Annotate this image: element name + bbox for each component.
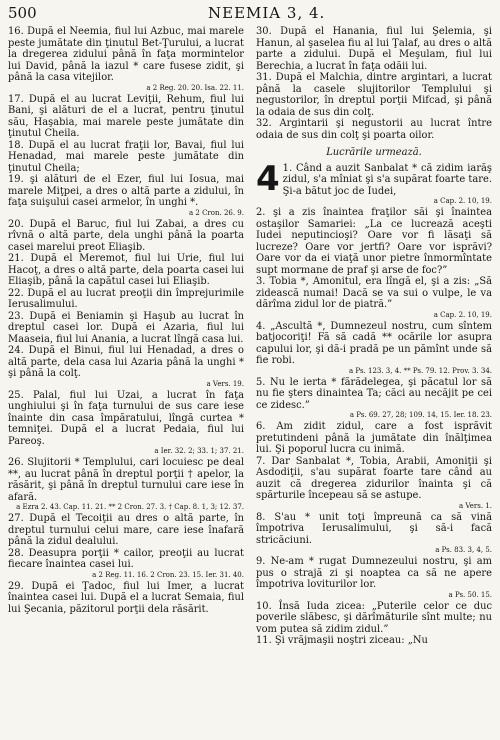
verse: 8. S'au * unit toţi împreună ca să vină împotriva Ierusalimului, şi să-i facă stricăciuni. [256, 511, 492, 546]
cross-reference: a 2 Reg. 20. 20. Isa. 22. 11. [146, 83, 244, 92]
cross-reference: a Ezra 2. 43. Cap. 11. 21. ** 2 Cron. 27. 3. † Cap. 8. 1, 3; 12. 37. [16, 503, 244, 511]
verse: 4. „Ascultă *, Dumnezeul nostru, cum sîntem batjocoriţi! Fă să cadă ** ocările lor asupra capului lor, şi dă-i pradă pe un pămînt unde să fie robi. [256, 320, 492, 366]
verse: 16. După el Neemia, fiul lui Azbuc, mai marele peste jumătate din ţinutul Bet-Ţurului, a lucrat la dregerea zidului până în faţa mormintelor lui David, până la iazul * care fusese zidit, şi până la casa vitejilor. [8, 26, 244, 83]
cross-reference: a Cap. 2. 10, 19. [433, 197, 492, 205]
verse: 31. După el Malchia, dintre argintari, a lucrat până la casele slujitorilor Templului şi negustorilor, în dreptul porţii Mifcad, şi până la odaia de sus din colţ. [256, 72, 492, 118]
cross-reference: a Ps. 83. 3, 4, 5. [435, 546, 492, 554]
verse: 5. Nu le ierta * fărădelegea, şi păcatul lor să nu fie şters dinaintea Ta; căci au necăjit pe cei ce zidesc.” [256, 376, 492, 411]
cross-reference: a 2 Reg. 11. 16. 2 Cron. 23. 15. Ier. 31. 40. [92, 570, 244, 579]
verse: 10. Însă Iuda zicea: „Puterile celor ce duc poverile slăbesc, şi dărîmăturile sînt multe; nu vom putea să zidim zidul.” [256, 600, 492, 635]
verse: 24. După el Binui, fiul lui Henadad, a dres o altă parte, dela casa lui Azaria până la unghi * şi până la colţ. [8, 345, 244, 379]
page-header [8, 4, 492, 26]
cross-reference: a Ps. 50. 15. [448, 590, 492, 599]
cross-reference: a Ps. 123. 3, 4. ** Ps. 79. 12. Prov. 3. 34. [349, 366, 492, 375]
verse: 26. Slujitorii * Templului, cari locuiesc pe deal **, au lucrat până în dreptul porţii † apelor, la răsărit, şi până în dreptul turnului care iese în afară. [8, 457, 244, 503]
left-column [8, 26, 244, 736]
running-title: NEEMIA 3, 4. [208, 4, 326, 22]
verse: 9. Ne-am * rugat Dumnezeului nostru, şi am pus o strajă zi şi noaptea ca să ne apere împotriva loviturilor lor. [256, 556, 492, 590]
verse: 1. Când a auzit Sanbalat * că zidim iarăş zidul, s'a mîniat şi s'a supărat foarte tare. Şi-a bătut joc de Iudei, [282, 162, 492, 197]
verse: 22. După el au lucrat preoţii din împrejurimile Ierusalimului. [8, 287, 244, 310]
page-number: 500 [8, 4, 37, 22]
cross-reference: a Vers. 1. [458, 501, 492, 510]
verse: 6. Am zidit zidul, care a fost isprăvit pretutindeni până la jumătate din înălţimea lui. Şi poporul lucra cu inimă. [256, 421, 492, 455]
verse: 2. şi a zis înaintea fraţilor săi şi înaintea ostaşilor Samariei: „La ce lucrează aceşti Iudei neputincioşi? Oare vor fi lăsaţi să lucreze? Oare vor jertfi? Oare vor isprăvi? Oare vor da ei viaţă unor pietre înmormîntate supt mormane de praf şi arse de foc?” [256, 207, 492, 276]
verse: 3. Tobia *, Amonitul, era lîngă el, şi a zis: „Să zidească numai! Dacă se va sui o vulpe, le va dărîma zidul lor de piatră.” [256, 276, 492, 310]
right-column [256, 26, 492, 736]
cross-reference: a Cap. 2. 10, 19. [433, 310, 492, 319]
chapter-4-verses [256, 158, 492, 647]
verse: 30. După el Hanania, fiul lui Şelemia, şi Hanun, al şaselea fiu al lui Ţalaf, au dres o altă parte a zidului. După el Meşulam, fiul lui Berechia, a lucrat în faţa odăii lui. [256, 26, 492, 72]
verse: 19. şi alături de el Ezer, fiul lui Iosua, mai marele Miţpei, a dres o altă parte a zidului, în faţa suişului casei armelor, în unghi *. [8, 174, 244, 208]
verse: 27. După el Tecoiţii au dres o altă parte, în dreptul turnului celui mare, care iese înafară până la zidul dealului. [8, 513, 244, 547]
verse: 32. Argintarii şi negustorii au lucrat între odaia de sus din colţ şi poarta oilor. [256, 118, 492, 141]
cross-reference: a Ps. 69. 27, 28; 109. 14, 15. Ier. 18. 23. [349, 411, 492, 419]
chapter-3-verses [256, 26, 492, 141]
section-heading: Lucrările urmează. [326, 147, 422, 158]
verse: 23. După ei Beniamin şi Haşub au lucrat în dreptul casei lor. După ei Azaria, fiul lui Maaseia, fiul lui Anania, a lucrat lîngă casa lui. [8, 310, 244, 345]
cross-reference: a Vers. 19. [206, 379, 244, 388]
verse: 21. După el Meremot, fiul lui Urie, fiul lui Hacoţ, a dres o altă parte, dela poarta casei lui Eliaşib, până la capătul casei lui Eliaşib. [8, 253, 244, 287]
cross-reference: a 2 Cron. 26. 9. [189, 208, 244, 217]
verse: 17. După el au lucrat Leviţii, Rehum, fiul lui Bani, şi alături de el a lucrat, pentru ţinutul său, Haşabia, mai marele peste jumătate din ţinutul Cheila. [8, 93, 244, 139]
verse: 18. După el au lucrat fraţii lor, Bavai, fiul lui Henadad, mai marele peste jumătate din ţinutul Cheila; [8, 139, 244, 174]
verse: 25. Palal, fiul lui Uzai, a lucrat în faţa unghiului şi în faţa turnului de sus care iese înainte din casa împăratului, lîngă curtea * temniţei. După el a lucrat Pedaia, fiul lui Pareoş. [8, 389, 244, 447]
verse: 11. Şi vrăjmaşii noştri ziceau: „Nu [256, 635, 428, 646]
verse: 28. Deasupra porţii * cailor, preoţii au lucrat fiecare înaintea casei lui. [8, 547, 244, 570]
verse: 29. După ei Ţadoc, fiul lui Imer, a lucrat înaintea casei lui. După el a lucrat Semaia, fiul lui Şecania, păzitorul porţii dela răsărit. [8, 580, 244, 615]
verse: 20. După el Baruc, fiul lui Zabai, a dres cu rîvnă o altă parte, dela unghi până la poarta casei marelui preot Eliaşib. [8, 218, 244, 253]
verse: 7. Dar Sanbalat *, Tobia, Arabii, Amoniţii şi Asdodiţii, s'au supărat foarte tare când au auzit că dregerea zidurilor înainta şi că spărturile începeau să se astupe. [256, 455, 492, 501]
chapter-number: 4 [256, 158, 280, 199]
cross-reference: a Ier. 32. 2; 33. 1; 37. 21. [154, 447, 244, 455]
chapter-4-block [256, 158, 492, 647]
